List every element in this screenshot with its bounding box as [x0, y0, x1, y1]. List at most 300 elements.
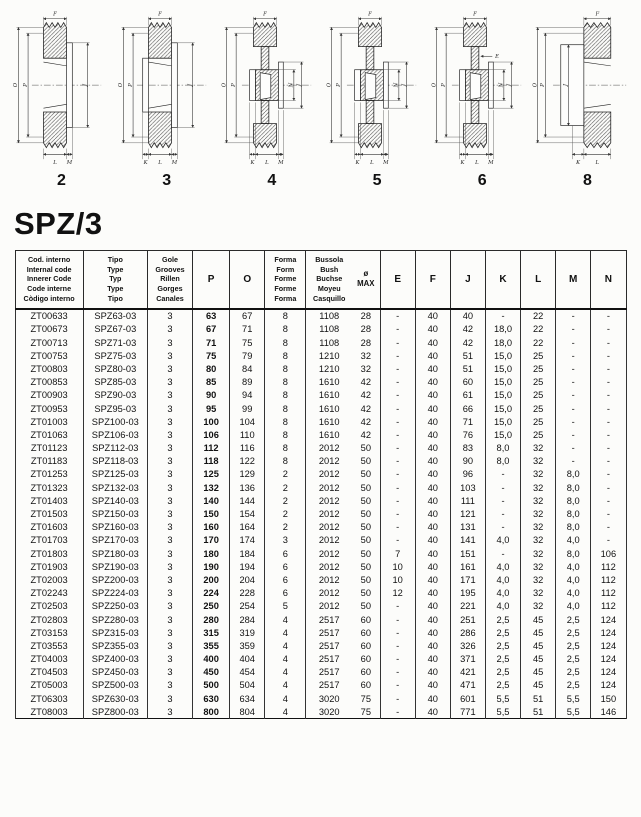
cell: 3	[147, 428, 192, 441]
cell: 60	[352, 652, 380, 665]
cell: ZT00953	[15, 402, 83, 415]
cell: 45	[521, 639, 556, 652]
cell: -	[485, 547, 520, 560]
cell: -	[591, 362, 626, 375]
cell: 125	[193, 468, 230, 481]
cell: 22	[521, 309, 556, 323]
cell: 3	[147, 494, 192, 507]
cell: -	[380, 507, 415, 520]
cell: 60	[352, 666, 380, 679]
cell: 4	[265, 626, 306, 639]
cell: ZT01123	[15, 441, 83, 454]
cell: -	[591, 455, 626, 468]
cell: 4,0	[485, 600, 520, 613]
table-row	[15, 521, 626, 534]
svg-text:K: K	[143, 159, 148, 166]
cell: SPZ250-03	[83, 600, 147, 613]
cell: 3	[147, 455, 192, 468]
cell: 15,0	[485, 428, 520, 441]
cell: 103	[450, 481, 485, 494]
cell: -	[485, 309, 520, 323]
cell: 50	[352, 521, 380, 534]
figure-number: 6	[477, 172, 487, 189]
svg-text:J: J	[296, 84, 303, 87]
svg-text:N: N	[498, 82, 505, 88]
cell: ZT01403	[15, 494, 83, 507]
cell: -	[591, 441, 626, 454]
cell: 771	[450, 705, 485, 719]
cell: 8,0	[485, 455, 520, 468]
table-row	[15, 428, 626, 441]
cell: 40	[415, 507, 450, 520]
cell: 4	[265, 652, 306, 665]
cell: 32	[521, 560, 556, 573]
cell: 150	[193, 507, 230, 520]
figure-number: 8	[582, 172, 592, 189]
pulley-cross-section-drawing	[425, 8, 525, 168]
cell: 42	[352, 428, 380, 441]
svg-text:F: F	[595, 11, 600, 18]
cell: 3	[147, 402, 192, 415]
cell: 75	[230, 336, 265, 349]
cell: 67	[230, 309, 265, 323]
table-row	[15, 507, 626, 520]
cell: 42	[352, 376, 380, 389]
cell: 18,0	[485, 336, 520, 349]
cell: 1210	[306, 362, 352, 375]
cell: 50	[352, 547, 380, 560]
cell: 190	[193, 560, 230, 573]
cell: ZT00903	[15, 389, 83, 402]
cell: 3	[147, 389, 192, 402]
cell: -	[556, 336, 591, 349]
cell: 32	[521, 441, 556, 454]
cell: 124	[591, 679, 626, 692]
column-header: Gole Grooves Rillen Gorges Canales	[147, 251, 192, 309]
cell: 200	[193, 573, 230, 586]
table-row	[15, 679, 626, 692]
cell: ZT04503	[15, 666, 83, 679]
svg-text:M: M	[488, 159, 494, 166]
cell: 94	[230, 389, 265, 402]
svg-text:O: O	[12, 82, 19, 88]
cell: 8	[265, 415, 306, 428]
cell: 42	[352, 402, 380, 415]
cell: 40	[415, 455, 450, 468]
page-title: SPZ/3	[14, 206, 103, 241]
cell: 150	[591, 692, 626, 705]
column-header: M	[556, 251, 591, 309]
column-header: J	[450, 251, 485, 309]
cell: 8,0	[556, 481, 591, 494]
cell: 2012	[306, 521, 352, 534]
cell: 3	[147, 573, 192, 586]
cell: 8,0	[556, 494, 591, 507]
cell: -	[556, 402, 591, 415]
cell: 371	[450, 652, 485, 665]
table-row	[15, 613, 626, 626]
cell: 51	[521, 705, 556, 719]
cell: -	[380, 389, 415, 402]
table-row	[15, 666, 626, 679]
cell: -	[380, 376, 415, 389]
cell: 10	[380, 573, 415, 586]
cell: 112	[591, 573, 626, 586]
cell: 40	[415, 376, 450, 389]
cell: SPZ75-03	[83, 349, 147, 362]
cell: -	[380, 415, 415, 428]
cell: 3	[147, 560, 192, 573]
cell: 85	[193, 376, 230, 389]
cell: 601	[450, 692, 485, 705]
table-row	[15, 455, 626, 468]
figure-number: 3	[162, 172, 172, 189]
cell: 124	[591, 613, 626, 626]
cell: 15,0	[485, 402, 520, 415]
figure-3	[109, 8, 210, 190]
cell: 2	[265, 481, 306, 494]
cell: 40	[415, 362, 450, 375]
cell: -	[380, 679, 415, 692]
cell: 76	[450, 428, 485, 441]
cell: 1610	[306, 415, 352, 428]
cell: 42	[352, 389, 380, 402]
cell: 3	[147, 547, 192, 560]
cell: 15,0	[485, 389, 520, 402]
cell: 2012	[306, 600, 352, 613]
cell: 8	[265, 349, 306, 362]
cell: 32	[521, 494, 556, 507]
cell: 124	[591, 626, 626, 639]
cell: 315	[193, 626, 230, 639]
cell: 4	[265, 705, 306, 719]
cell: 50	[352, 455, 380, 468]
cell: 112	[193, 441, 230, 454]
svg-text:F: F	[263, 11, 267, 18]
cell: 32	[521, 573, 556, 586]
cell: 800	[193, 705, 230, 719]
cell: ZT01603	[15, 521, 83, 534]
cell: 66	[450, 402, 485, 415]
svg-text:M: M	[383, 159, 389, 166]
cell: 75	[352, 705, 380, 719]
cell: 4,0	[485, 587, 520, 600]
cell: 99	[230, 402, 265, 415]
cell: 32	[521, 587, 556, 600]
svg-text:K: K	[250, 159, 255, 166]
cell: 3	[147, 639, 192, 652]
cell: 6	[265, 560, 306, 573]
cell: 421	[450, 666, 485, 679]
cell: 2	[265, 507, 306, 520]
cell: 1108	[306, 323, 352, 336]
cell: -	[380, 521, 415, 534]
cell: 8,0	[556, 507, 591, 520]
cell: 25	[521, 402, 556, 415]
cell: -	[380, 494, 415, 507]
cell: 124	[591, 666, 626, 679]
cell: 40	[415, 547, 450, 560]
cell: 1610	[306, 428, 352, 441]
svg-text:P: P	[22, 83, 29, 87]
column-header: Cod. interno Internal code Innerer Code Code interne Còdigo interno	[15, 251, 83, 309]
cell: SPZ132-03	[83, 481, 147, 494]
cell: 151	[450, 547, 485, 560]
cell: 3	[147, 652, 192, 665]
cell: ZT01253	[15, 468, 83, 481]
table-row	[15, 309, 626, 323]
cell: 106	[591, 547, 626, 560]
cell: 25	[521, 389, 556, 402]
cell: SPZ200-03	[83, 573, 147, 586]
cell: ZT04003	[15, 652, 83, 665]
cell: -	[380, 692, 415, 705]
table-row	[15, 481, 626, 494]
figure-number: 2	[57, 172, 66, 189]
cell: 4	[265, 639, 306, 652]
cell: 3	[147, 534, 192, 547]
cell: 45	[521, 626, 556, 639]
cell: 141	[450, 534, 485, 547]
cell: 5,5	[485, 692, 520, 705]
cell: 160	[193, 521, 230, 534]
table-row	[15, 600, 626, 613]
cell: 2,5	[485, 626, 520, 639]
cell: 3	[147, 441, 192, 454]
cell: 18,0	[485, 323, 520, 336]
svg-text:O: O	[221, 82, 228, 88]
svg-text:L: L	[370, 159, 374, 166]
cell: 3	[265, 534, 306, 547]
cell: -	[591, 376, 626, 389]
cell: 8,0	[485, 441, 520, 454]
cell: SPZ118-03	[83, 455, 147, 468]
cell: SPZ112-03	[83, 441, 147, 454]
cell: 50	[352, 481, 380, 494]
figures-row	[0, 0, 641, 200]
svg-text:L: L	[52, 159, 57, 166]
cell: 2,5	[485, 666, 520, 679]
cell: 131	[450, 521, 485, 534]
cell: 144	[230, 494, 265, 507]
svg-text:O: O	[117, 82, 124, 88]
cell: 2	[265, 468, 306, 481]
cell: 15,0	[485, 349, 520, 362]
cell: -	[380, 600, 415, 613]
cell: 3	[147, 323, 192, 336]
cell: 171	[450, 573, 485, 586]
cell: -	[591, 468, 626, 481]
cell: 40	[415, 309, 450, 323]
cell: 286	[450, 626, 485, 639]
table-body	[15, 309, 626, 719]
cell: 60	[352, 639, 380, 652]
cell: -	[380, 323, 415, 336]
cell: 22	[521, 323, 556, 336]
cell: 132	[193, 481, 230, 494]
cell: 40	[415, 415, 450, 428]
cell: 15,0	[485, 376, 520, 389]
cell: 61	[450, 389, 485, 402]
cell: 3020	[306, 705, 352, 719]
cell: 3	[147, 692, 192, 705]
cell: 154	[230, 507, 265, 520]
cell: 1108	[306, 309, 352, 323]
cell: -	[556, 376, 591, 389]
cell: 51	[450, 349, 485, 362]
svg-text:O: O	[326, 82, 333, 88]
table-row	[15, 705, 626, 719]
cell: -	[380, 639, 415, 652]
cell: ZT01183	[15, 455, 83, 468]
table-row	[15, 547, 626, 560]
cell: 2012	[306, 455, 352, 468]
table-row	[15, 639, 626, 652]
cell: 504	[230, 679, 265, 692]
cell: -	[591, 323, 626, 336]
cell: -	[591, 389, 626, 402]
cell: SPZ67-03	[83, 323, 147, 336]
cell: SPZ160-03	[83, 521, 147, 534]
cell: 45	[521, 613, 556, 626]
cell: ZT01323	[15, 481, 83, 494]
cell: 471	[450, 679, 485, 692]
column-header: E	[380, 251, 415, 309]
column-header: Bussola Bush Buchse Moyeu Casquillo	[306, 251, 352, 309]
cell: 3	[147, 309, 192, 323]
cell: ZT06303	[15, 692, 83, 705]
figure-number: 5	[372, 172, 382, 189]
svg-text:N: N	[393, 82, 400, 88]
cell: 4,0	[556, 573, 591, 586]
cell: 2517	[306, 626, 352, 639]
svg-text:L: L	[265, 159, 269, 166]
cell: 42	[450, 323, 485, 336]
cell: 3	[147, 362, 192, 375]
table-row	[15, 402, 626, 415]
figure-2	[4, 8, 105, 190]
cell: -	[591, 521, 626, 534]
cell: 2,5	[556, 626, 591, 639]
cell: 96	[450, 468, 485, 481]
cell: 2012	[306, 494, 352, 507]
cell: 8	[265, 428, 306, 441]
cell: SPZ140-03	[83, 494, 147, 507]
cell: SPZ170-03	[83, 534, 147, 547]
svg-text:N: N	[288, 82, 295, 88]
column-header: Forma Form Forme Forme Forma	[265, 251, 306, 309]
cell: 32	[521, 547, 556, 560]
cell: 161	[450, 560, 485, 573]
cell: 110	[230, 428, 265, 441]
cell: 2012	[306, 507, 352, 520]
svg-text:J: J	[401, 84, 408, 87]
cell: 2,5	[485, 639, 520, 652]
cell: 71	[450, 415, 485, 428]
cell: 84	[230, 362, 265, 375]
cell: ZT01003	[15, 415, 83, 428]
cell: -	[556, 362, 591, 375]
cell: SPZ80-03	[83, 362, 147, 375]
column-header: N	[591, 251, 626, 309]
cell: 1210	[306, 349, 352, 362]
cell: 204	[230, 573, 265, 586]
cell: 8	[265, 389, 306, 402]
cell: 8	[265, 402, 306, 415]
table-row	[15, 468, 626, 481]
cell: 129	[230, 468, 265, 481]
cell: 40	[415, 441, 450, 454]
figure-4	[214, 8, 315, 190]
cell: ZT00713	[15, 336, 83, 349]
cell: 8	[265, 376, 306, 389]
cell: 22	[521, 336, 556, 349]
cell: 1610	[306, 389, 352, 402]
cell: 106	[193, 428, 230, 441]
cell: 71	[230, 323, 265, 336]
pulley-cross-section-drawing	[215, 8, 315, 168]
cell: 79	[230, 349, 265, 362]
cell: 2	[265, 521, 306, 534]
cell: 224	[193, 587, 230, 600]
cell: 3	[147, 507, 192, 520]
cell: 319	[230, 626, 265, 639]
cell: 32	[521, 481, 556, 494]
pulley-cross-section-drawing	[5, 8, 105, 168]
cell: -	[380, 441, 415, 454]
pulley-cross-section-drawing	[530, 8, 630, 168]
cell: 8,0	[556, 521, 591, 534]
cell: 40	[415, 494, 450, 507]
cell: 630	[193, 692, 230, 705]
cell: SPZ90-03	[83, 389, 147, 402]
cell: 100	[193, 415, 230, 428]
cell: 71	[193, 336, 230, 349]
cell: 8	[265, 336, 306, 349]
cell: -	[556, 323, 591, 336]
cell: ZT03553	[15, 639, 83, 652]
cell: ZT01703	[15, 534, 83, 547]
cell: -	[591, 428, 626, 441]
cell: 32	[352, 349, 380, 362]
svg-text:F: F	[157, 11, 162, 18]
cell: 40	[415, 587, 450, 600]
cell: 184	[230, 547, 265, 560]
cell: -	[485, 521, 520, 534]
cell: 1108	[306, 336, 352, 349]
svg-text:K: K	[355, 159, 360, 166]
cell: 454	[230, 666, 265, 679]
cell: 104	[230, 415, 265, 428]
cell: ZT02503	[15, 600, 83, 613]
cell: 164	[230, 521, 265, 534]
cell: -	[556, 441, 591, 454]
cell: 60	[352, 679, 380, 692]
column-header: K	[485, 251, 520, 309]
table-row	[15, 323, 626, 336]
cell: 450	[193, 666, 230, 679]
cell: 40	[415, 349, 450, 362]
cell: 32	[521, 521, 556, 534]
cell: 4	[265, 692, 306, 705]
cell: 2,5	[485, 679, 520, 692]
table-row	[15, 534, 626, 547]
cell: 28	[352, 336, 380, 349]
cell: 124	[591, 652, 626, 665]
cell: 122	[230, 455, 265, 468]
cell: 40	[415, 389, 450, 402]
cell: 2,5	[485, 652, 520, 665]
